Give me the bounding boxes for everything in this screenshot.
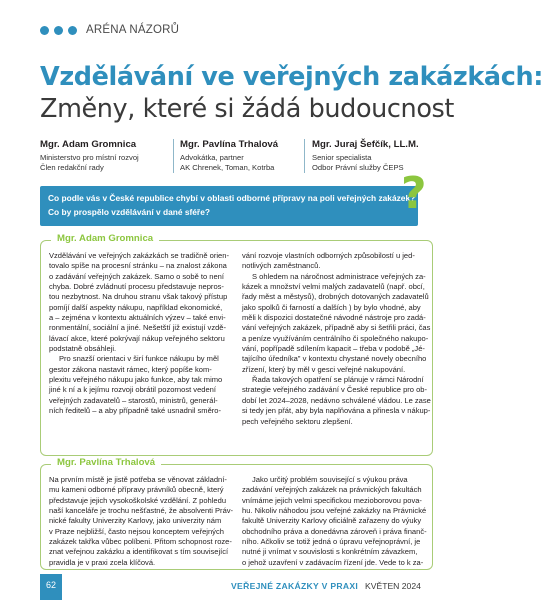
- text-line: Řada takových opatření se plánuje v rámci Národní: [252, 375, 424, 385]
- bullet-dot-icon: [68, 26, 77, 35]
- text-line: pomíjí další aspekty nákupu, například ekonomické,: [49, 302, 223, 312]
- text-line: jako spolků či farností a dalších ) by bylo vhodné, aby: [242, 302, 421, 312]
- text-line: vání veřejných zakázek, případně aby si šetřili práci, čas: [242, 323, 431, 333]
- text-line: a – zejména v kontextu aktuálních výzev – také envi-: [49, 313, 226, 323]
- text-line: naší kanceláře je trochu nešťastné, že absolventi Práv-: [49, 506, 234, 516]
- answer-box: [40, 233, 433, 456]
- text-line: o zadávání veřejných zakázek. Samo o sobě to není: [49, 271, 224, 281]
- bullet-dot-icon: [40, 26, 49, 35]
- text-line: chyba. Dobré zvládnutí procesu představuje nepros-: [49, 282, 224, 292]
- text-line: v Praze nejbližší, často nejsou konceptem veřejných: [49, 526, 224, 536]
- author-role: Odbor Právní služby ČEPS: [312, 163, 404, 172]
- text-line: lávací akce, které pokrývají nákup veřejného sektoru: [49, 333, 225, 343]
- text-line: S ohledem na náročnost administrace veřejných za-: [252, 271, 426, 281]
- author-name: Mgr. Adam Gromnica: [40, 139, 137, 150]
- text-line: měli k dispozici dostatečné návodné nástroje pro zadá-: [242, 313, 426, 323]
- section-label: ARÉNA NÁZORŮ: [86, 24, 180, 36]
- text-line: o jehož uzavření v zadávacím řízení jde. Vede to k za-: [242, 557, 424, 567]
- author-role: Člen redakční rady: [40, 163, 104, 172]
- text-line: podstatně obsáhleji.: [49, 344, 117, 354]
- text-line: tou nezbytnost. Na druhou stranu však takový přístup: [49, 292, 228, 302]
- text-line: ního. Ačkoliv se totiž jedná o úpravu veřejnoprávní, je: [242, 537, 421, 547]
- text-line: strategie veřejného zadávání v České republice pro ob-: [242, 385, 428, 395]
- text-line: zadávání veřejných zakázek na právnických fakultách: [242, 485, 422, 495]
- page-number: 62: [40, 574, 62, 600]
- text-line: nické fakulty Univerzity Karlovy, jako univerzity nám: [49, 516, 222, 526]
- text-line: zakázek takřka vůbec políbeni. Přitom schopnost roze-: [49, 537, 232, 547]
- answer-column-left: [49, 475, 235, 568]
- text-line: řady měst a městysů), drobných dotovaných zadavatelů: [242, 292, 429, 302]
- journal-name: VEŘEJNÉ ZAKÁZKY V PRAXI: [231, 581, 359, 591]
- journal-issue: KVĚTEN 2024: [365, 581, 421, 591]
- article-title: Vzdělávání ve veřejných zakázkách:: [40, 62, 543, 92]
- text-line: hu. Nikoliv náhodou jsou veřejné zakázky na Právnické: [242, 506, 427, 516]
- text-line: ních ředitelů – a aby případně také usnadnil směro-: [49, 406, 222, 416]
- text-line: nutné ji vnímat v souvislosti s konkrétním závazkem,: [242, 547, 418, 557]
- text-line: Pro snazší orientaci v širí funkce nákupu by měl: [59, 354, 219, 364]
- text-line: veřejných zadavatelů – starostů, ministrů, generál-: [49, 395, 218, 405]
- text-line: obchodního práva a donedávna zároveň i práva finanč-: [242, 526, 427, 536]
- text-line: vání rozvoje vlastních odborných způsobilostí u jed-: [242, 251, 415, 260]
- text-line: plexitu veřejného nákupu jako funkce, aby tak mimo: [49, 375, 223, 385]
- text-line: vnímáme jejich velmi specifickou mezioborovou pova-: [242, 495, 422, 505]
- text-line: Na prvním místě je jistě potřeba se věnovat základní-: [49, 475, 227, 484]
- text-line: pech veřejného sektoru zlepšení.: [242, 416, 353, 426]
- question-line: Co podle vás v České republice chybí v oblasti odborné přípravy na poli veřejných zakázek?: [48, 193, 416, 203]
- text-line: dobí let 2024–2028, nedávno schválené vládou. Le zase: [242, 395, 431, 405]
- text-line: tajícího úředníka" v kontextu chystané novely obecního: [242, 354, 427, 364]
- text-line: mu kameni odborné přípravy právníků obecně, který: [49, 485, 224, 495]
- author-divider: [304, 139, 305, 173]
- text-line: jiné k ní a k jejímu rozvoji obrátil pozornost vedení: [49, 385, 216, 395]
- author-divider: [173, 139, 174, 173]
- author-affiliation: Ministerstvo pro místní rozvoj: [40, 153, 139, 162]
- text-line: pravidla je v praxi zcela klíčová.: [49, 557, 156, 567]
- author-affiliation: Senior specialista: [312, 153, 372, 162]
- answer-box: [40, 457, 433, 570]
- answer-column-left: [49, 251, 235, 417]
- answer-column-right: [242, 251, 431, 427]
- question-line: Co by prospělo vzdělávání v dané sféře?: [48, 207, 210, 217]
- author-role: AK Chrenek, Toman, Kotrba: [180, 163, 275, 172]
- text-line: Jako určitý problém související s výukou práva: [252, 475, 408, 484]
- text-line: Vzdělávání ve veřejných zakázkách se tradičně orien-: [49, 251, 229, 260]
- text-line: a peníze využíváním centrálního či společného nakupo-: [242, 333, 429, 343]
- question-mark-icon: ?: [401, 168, 427, 219]
- author-name: Mgr. Juraj Šefčík, LL.M.: [312, 139, 419, 150]
- text-line: fakultě Univerzity Karlovy oficiálně zařazeny do výuky: [242, 516, 422, 526]
- author-name: Mgr. Pavlína Trhalová: [180, 139, 279, 150]
- answer-author-name: Mgr. Pavlína Trhalová: [51, 457, 161, 468]
- author-affiliation: Advokátka, partner: [180, 153, 244, 162]
- text-line: si tedy jen přát, aby byla naplňována a přinesla v nákup-: [242, 406, 431, 416]
- answer-author-name: Mgr. Adam Gromnica: [51, 233, 159, 244]
- text-line: tovalo spíše na procesní stránku – na znalost zákona: [49, 261, 227, 271]
- author-block: [40, 139, 139, 173]
- section-header: [40, 24, 179, 36]
- text-line: znat veřejnou zakázku a identifikovat s tím související: [49, 547, 229, 557]
- text-line: ronmentální, sociální a jiné. Nešetští již existují vzdě-: [49, 323, 227, 333]
- text-line: gestor zákona nastavit rámec, který popíše kom-: [49, 364, 212, 374]
- text-line: představuje jejich vysokoškolské vzdělání. Z pohledu: [49, 495, 227, 505]
- text-line: zřízení, který by měl v gesci veřejné nakupování.: [242, 364, 406, 374]
- article-subtitle: Změny, které si žádá budoucnost: [40, 94, 455, 124]
- question-banner: [40, 186, 418, 226]
- text-line: vání, popřípadě sdílením kapacit – třeba v podobě „Jé-: [242, 344, 425, 354]
- answer-column-right: [242, 475, 428, 568]
- text-line: kázek a množství velmi malých zadavatelů (např. obcí,: [242, 282, 425, 292]
- author-block: [180, 139, 278, 173]
- bullet-dot-icon: [54, 26, 63, 35]
- text-line: notlivých zaměstnanců.: [242, 261, 321, 271]
